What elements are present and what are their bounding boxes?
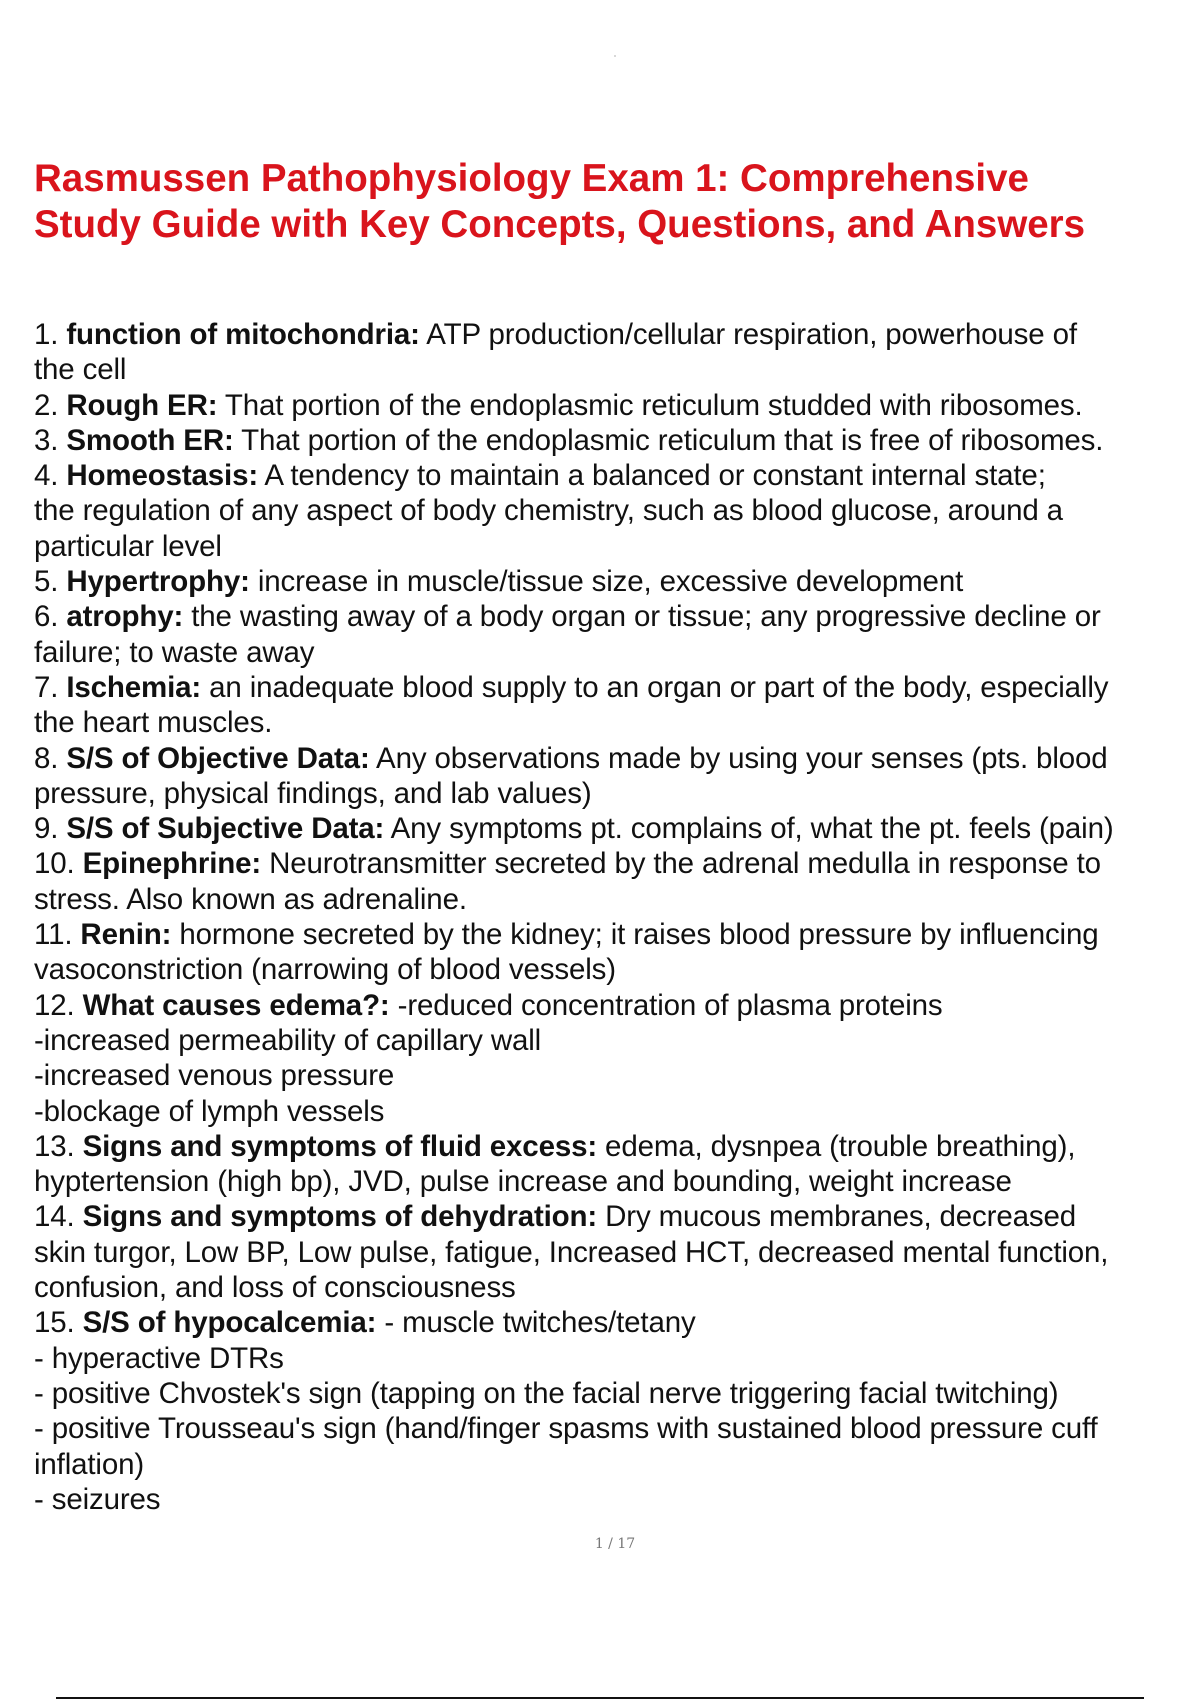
list-item-line xyxy=(34,599,1200,634)
item-definition: the wasting away of a body organ or tissue; any progressive decline or xyxy=(183,600,1101,634)
list-item xyxy=(34,811,1200,846)
list-item xyxy=(34,741,1200,812)
list-item-line xyxy=(34,670,1200,705)
item-term: S/S of Objective Data: xyxy=(66,741,370,775)
item-definition: - muscle twitches/tetany xyxy=(376,1306,696,1340)
item-continuation-line: -increased venous pressure xyxy=(34,1059,395,1093)
item-continuation-line: - positive Trousseau's sign (hand/finger spasms with sustained blood pressure cuff xyxy=(34,1412,1098,1446)
item-continuation-line: failure; to waste away xyxy=(34,635,315,669)
item-term: Homeostasis: xyxy=(66,459,259,493)
item-continuation-line: -blockage of lymph vessels xyxy=(34,1094,385,1128)
item-definition: That portion of the endoplasmic reticulum studded with ribosomes. xyxy=(217,388,1083,422)
item-continuation-line: the heart muscles. xyxy=(34,706,273,740)
list-item xyxy=(34,423,1200,458)
bottom-rule xyxy=(56,1697,1144,1699)
item-continuation-line: - seizures xyxy=(34,1482,161,1516)
list-item xyxy=(34,1199,1200,1305)
list-item-line xyxy=(34,564,1200,599)
item-number: 8. xyxy=(34,741,59,775)
list-item-line xyxy=(34,388,1200,423)
list-item-line xyxy=(34,458,1200,493)
item-definition: an inadequate blood supply to an organ or part of the body, especially xyxy=(201,670,1109,704)
list-item-line xyxy=(34,811,1200,846)
item-continuation-line: the regulation of any aspect of body chemistry, such as blood glucose, around a xyxy=(34,494,1063,528)
list-item-line xyxy=(34,917,1200,952)
item-number: 4. xyxy=(34,459,59,493)
item-continuation-line: vasoconstriction (narrowing of blood vessels) xyxy=(34,953,616,987)
item-term: Epinephrine: xyxy=(82,847,262,881)
list-item xyxy=(34,458,1200,564)
list-item-line xyxy=(34,1199,1200,1234)
list-item xyxy=(34,564,1200,599)
item-term: Smooth ER: xyxy=(66,423,234,457)
list-item xyxy=(34,988,1200,1129)
item-continuation-line: -increased permeability of capillary wall xyxy=(34,1023,542,1057)
item-continuation-line: skin turgor, Low BP, Low pulse, fatigue, Increased HCT, decreased mental function, xyxy=(34,1235,1109,1269)
item-definition: hormone secreted by the kidney; it raises blood pressure by influencing xyxy=(171,918,1099,952)
item-number: 9. xyxy=(34,812,59,846)
list-item xyxy=(34,917,1200,988)
item-definition: ATP production/cellular respiration, powerhouse of xyxy=(419,318,1077,351)
item-term: Rough ER: xyxy=(66,388,218,422)
item-continuation-line: the cell xyxy=(34,353,127,387)
list-item xyxy=(34,1305,1200,1517)
item-number: 7. xyxy=(34,670,59,704)
item-term: What causes edema?: xyxy=(82,988,390,1022)
item-continuation-line: pressure, physical findings, and lab values) xyxy=(34,776,592,810)
item-number: 5. xyxy=(34,565,59,599)
item-term: atrophy: xyxy=(66,600,184,634)
list-item xyxy=(34,599,1200,670)
item-definition: Neurotransmitter secreted by the adrenal medulla in response to xyxy=(261,847,1101,881)
list-item xyxy=(34,670,1200,741)
item-term: function of mitochondria: xyxy=(66,318,420,351)
item-number: 14. xyxy=(34,1200,75,1234)
item-continuation-line: hyptertension (high bp), JVD, pulse increase and bounding, weight increase xyxy=(34,1165,1012,1199)
item-number: 13. xyxy=(34,1129,75,1163)
item-term: Ischemia: xyxy=(66,670,202,704)
item-definition: edema, dysnpea (trouble breathing), xyxy=(597,1129,1076,1163)
item-term: Hypertrophy: xyxy=(66,565,250,599)
list-item xyxy=(34,846,1200,917)
study-guide-list xyxy=(34,317,1200,1517)
document-title xyxy=(34,156,1174,248)
list-item-line xyxy=(34,317,1200,352)
item-number: 10. xyxy=(34,847,75,881)
item-number: 11. xyxy=(34,918,73,952)
item-continuation-line: - positive Chvostek's sign (tapping on the facial nerve triggering facial twitching) xyxy=(34,1376,1059,1410)
item-term: Renin: xyxy=(80,918,172,952)
item-definition: Any symptoms pt. complains of, what the pt. feels (pain) xyxy=(384,812,1114,846)
item-number: 2. xyxy=(34,388,59,422)
list-item-line xyxy=(34,1305,1200,1340)
item-number: 12. xyxy=(34,988,75,1022)
page-number: 1 / 17 xyxy=(594,1536,636,1552)
item-definition: That portion of the endoplasmic reticulum that is free of ribosomes. xyxy=(233,423,1104,457)
list-item-line xyxy=(34,741,1200,776)
item-definition: increase in muscle/tissue size, excessive development xyxy=(249,565,964,599)
list-item-line xyxy=(34,1129,1200,1164)
item-continuation-line: - hyperactive DTRs xyxy=(34,1341,284,1375)
item-continuation-line: stress. Also known as adrenaline. xyxy=(34,882,467,916)
item-number: 3. xyxy=(34,423,59,457)
list-item xyxy=(34,1129,1200,1200)
scan-speck xyxy=(614,55,616,57)
title-line-2: Study Guide with Key Concepts, Questions, and Answers xyxy=(34,203,1086,246)
item-definition: Any observations made by using your senses (pts. blood xyxy=(369,741,1108,775)
item-continuation-line: confusion, and loss of consciousness xyxy=(34,1271,516,1305)
item-term: Signs and symptoms of dehydration: xyxy=(82,1200,598,1234)
item-term: S/S of hypocalcemia: xyxy=(82,1306,377,1340)
item-definition: -reduced concentration of plasma proteins xyxy=(389,988,943,1022)
item-definition: A tendency to maintain a balanced or constant internal state; xyxy=(258,459,1046,493)
list-item-line xyxy=(34,423,1200,458)
item-number: 15. xyxy=(34,1306,75,1340)
list-item xyxy=(34,317,1200,388)
title-line-1: Rasmussen Pathophysiology Exam 1: Comprehensive xyxy=(34,157,1029,200)
item-term: Signs and symptoms of fluid excess: xyxy=(82,1129,598,1163)
list-item-line xyxy=(34,988,1200,1023)
item-number: 6. xyxy=(34,600,59,634)
item-number: 1. xyxy=(34,318,59,351)
list-item xyxy=(34,388,1200,423)
item-continuation-line: inflation) xyxy=(34,1447,145,1481)
list-item-line xyxy=(34,846,1200,881)
item-continuation-line: particular level xyxy=(34,529,222,563)
item-definition: Dry mucous membranes, decreased xyxy=(597,1200,1076,1234)
item-term: S/S of Subjective Data: xyxy=(66,812,385,846)
